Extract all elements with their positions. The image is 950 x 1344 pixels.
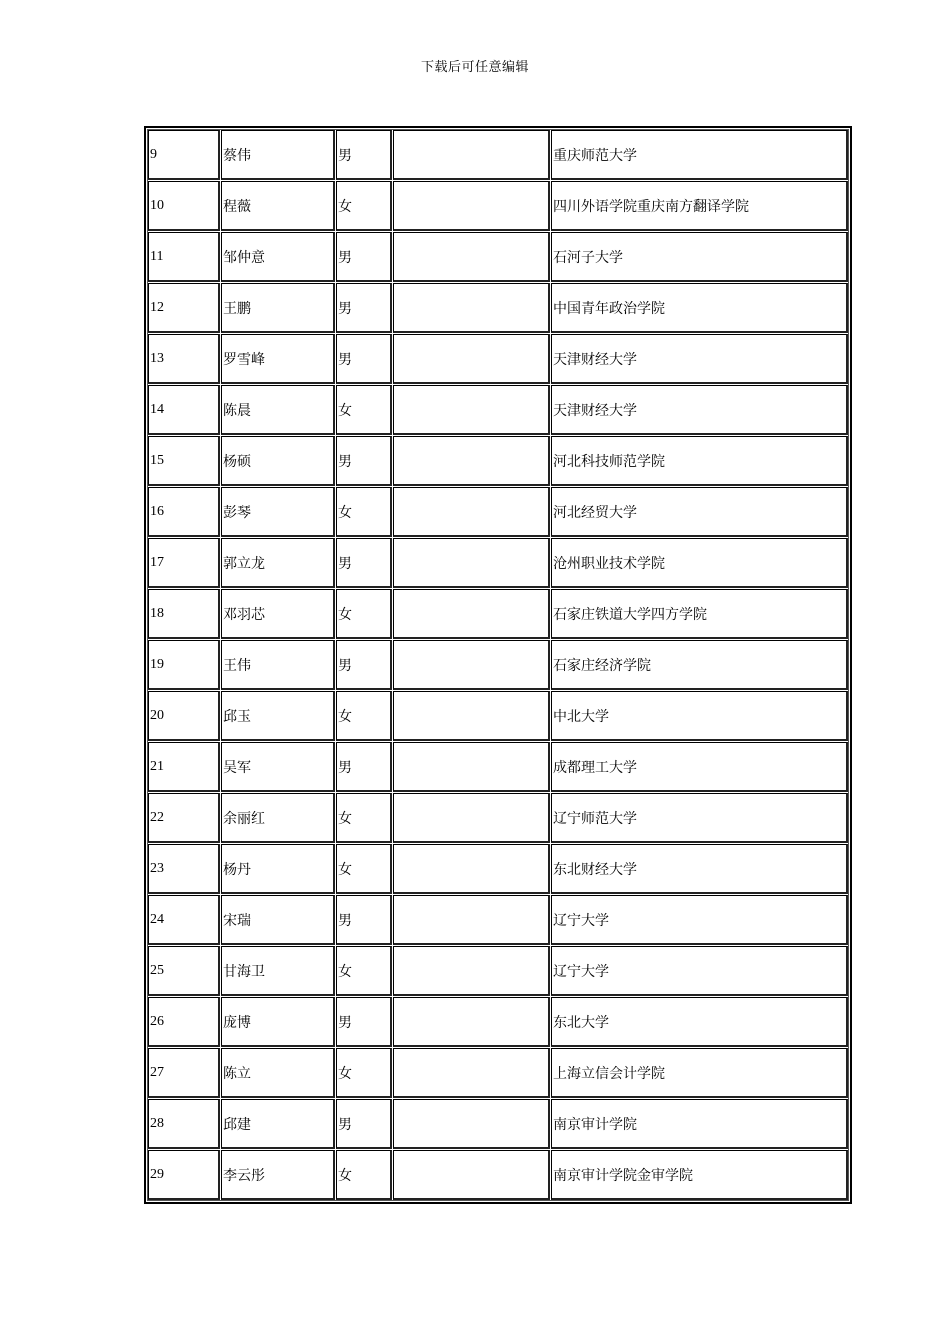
gender-cell: 男 [336, 742, 392, 792]
table-row [148, 589, 848, 639]
student-name-cell: 杨硕 [221, 436, 335, 486]
gender-cell: 男 [336, 997, 392, 1047]
roster-table-body [148, 130, 848, 1200]
row-number-cell: 29 [148, 1150, 220, 1200]
table-row [148, 334, 848, 384]
school-cell: 东北财经大学 [551, 844, 848, 894]
school-cell: 重庆师范大学 [551, 130, 848, 180]
gender-cell: 男 [336, 895, 392, 945]
table-row [148, 487, 848, 537]
blank-cell [393, 232, 550, 282]
row-number-cell: 28 [148, 1099, 220, 1149]
student-name-cell: 余丽红 [221, 793, 335, 843]
gender-cell: 女 [336, 691, 392, 741]
table-row [148, 895, 848, 945]
blank-cell [393, 793, 550, 843]
row-number-cell: 19 [148, 640, 220, 690]
student-name-cell: 彭琴 [221, 487, 335, 537]
school-cell: 中国青年政治学院 [551, 283, 848, 333]
table-row [148, 1150, 848, 1200]
gender-cell: 女 [336, 181, 392, 231]
table-row [148, 385, 848, 435]
gender-cell: 女 [336, 385, 392, 435]
gender-cell: 男 [336, 334, 392, 384]
student-name-cell: 王伟 [221, 640, 335, 690]
gender-cell: 女 [336, 793, 392, 843]
row-number-cell: 26 [148, 997, 220, 1047]
gender-cell: 女 [336, 589, 392, 639]
student-name-cell: 陈晨 [221, 385, 335, 435]
blank-cell [393, 130, 550, 180]
table-row [148, 691, 848, 741]
gender-cell: 女 [336, 1048, 392, 1098]
table-row [148, 283, 848, 333]
blank-cell [393, 1048, 550, 1098]
page-header: 下载后可任意编辑 [420, 60, 529, 75]
blank-cell [393, 487, 550, 537]
school-cell: 沧州职业技术学院 [551, 538, 848, 588]
blank-cell [393, 1099, 550, 1149]
blank-cell [393, 334, 550, 384]
row-number-cell: 17 [148, 538, 220, 588]
row-number-cell: 12 [148, 283, 220, 333]
school-cell: 东北大学 [551, 997, 848, 1047]
blank-cell [393, 181, 550, 231]
gender-cell: 男 [336, 283, 392, 333]
student-name-cell: 宋瑞 [221, 895, 335, 945]
student-name-cell: 李云彤 [221, 1150, 335, 1200]
gender-cell: 男 [336, 130, 392, 180]
student-name-cell: 邱玉 [221, 691, 335, 741]
row-number-cell: 23 [148, 844, 220, 894]
gender-cell: 男 [336, 640, 392, 690]
blank-cell [393, 538, 550, 588]
roster-table [147, 129, 849, 1201]
school-cell: 天津财经大学 [551, 334, 848, 384]
blank-cell [393, 844, 550, 894]
student-name-cell: 邓羽芯 [221, 589, 335, 639]
row-number-cell: 11 [148, 232, 220, 282]
gender-cell: 男 [336, 436, 392, 486]
roster-table-frame [144, 126, 852, 1204]
blank-cell [393, 589, 550, 639]
student-name-cell: 蔡伟 [221, 130, 335, 180]
row-number-cell: 27 [148, 1048, 220, 1098]
gender-cell: 男 [336, 1099, 392, 1149]
student-name-cell: 程薇 [221, 181, 335, 231]
table-row [148, 1048, 848, 1098]
school-cell: 辽宁大学 [551, 946, 848, 996]
student-name-cell: 吴军 [221, 742, 335, 792]
row-number-cell: 15 [148, 436, 220, 486]
school-cell: 中北大学 [551, 691, 848, 741]
school-cell: 辽宁师范大学 [551, 793, 848, 843]
row-number-cell: 21 [148, 742, 220, 792]
student-name-cell: 罗雪峰 [221, 334, 335, 384]
blank-cell [393, 385, 550, 435]
student-name-cell: 庞博 [221, 997, 335, 1047]
table-row [148, 640, 848, 690]
student-name-cell: 郭立龙 [221, 538, 335, 588]
school-cell: 石河子大学 [551, 232, 848, 282]
school-cell: 南京审计学院 [551, 1099, 848, 1149]
gender-cell: 男 [336, 538, 392, 588]
school-cell: 天津财经大学 [551, 385, 848, 435]
school-cell: 河北经贸大学 [551, 487, 848, 537]
blank-cell [393, 640, 550, 690]
student-name-cell: 邹仲意 [221, 232, 335, 282]
blank-cell [393, 691, 550, 741]
school-cell: 四川外语学院重庆南方翻译学院 [551, 181, 848, 231]
table-row [148, 538, 848, 588]
row-number-cell: 25 [148, 946, 220, 996]
blank-cell [393, 1150, 550, 1200]
school-cell: 辽宁大学 [551, 895, 848, 945]
table-row [148, 844, 848, 894]
school-cell: 河北科技师范学院 [551, 436, 848, 486]
school-cell: 南京审计学院金审学院 [551, 1150, 848, 1200]
row-number-cell: 18 [148, 589, 220, 639]
blank-cell [393, 997, 550, 1047]
row-number-cell: 13 [148, 334, 220, 384]
student-name-cell: 陈立 [221, 1048, 335, 1098]
row-number-cell: 20 [148, 691, 220, 741]
row-number-cell: 16 [148, 487, 220, 537]
row-number-cell: 24 [148, 895, 220, 945]
table-row [148, 181, 848, 231]
blank-cell [393, 742, 550, 792]
table-row [148, 793, 848, 843]
table-row [148, 742, 848, 792]
school-cell: 上海立信会计学院 [551, 1048, 848, 1098]
gender-cell: 女 [336, 487, 392, 537]
blank-cell [393, 436, 550, 486]
table-row [148, 1099, 848, 1149]
student-name-cell: 王鹏 [221, 283, 335, 333]
blank-cell [393, 895, 550, 945]
student-name-cell: 甘海卫 [221, 946, 335, 996]
row-number-cell: 22 [148, 793, 220, 843]
table-row [148, 946, 848, 996]
table-row [148, 997, 848, 1047]
gender-cell: 男 [336, 232, 392, 282]
table-row [148, 232, 848, 282]
blank-cell [393, 283, 550, 333]
row-number-cell: 10 [148, 181, 220, 231]
table-row [148, 436, 848, 486]
school-cell: 成都理工大学 [551, 742, 848, 792]
gender-cell: 女 [336, 946, 392, 996]
student-name-cell: 邱建 [221, 1099, 335, 1149]
row-number-cell: 9 [148, 130, 220, 180]
gender-cell: 女 [336, 1150, 392, 1200]
gender-cell: 女 [336, 844, 392, 894]
school-cell: 石家庄铁道大学四方学院 [551, 589, 848, 639]
row-number-cell: 14 [148, 385, 220, 435]
student-name-cell: 杨丹 [221, 844, 335, 894]
table-row [148, 130, 848, 180]
school-cell: 石家庄经济学院 [551, 640, 848, 690]
blank-cell [393, 946, 550, 996]
